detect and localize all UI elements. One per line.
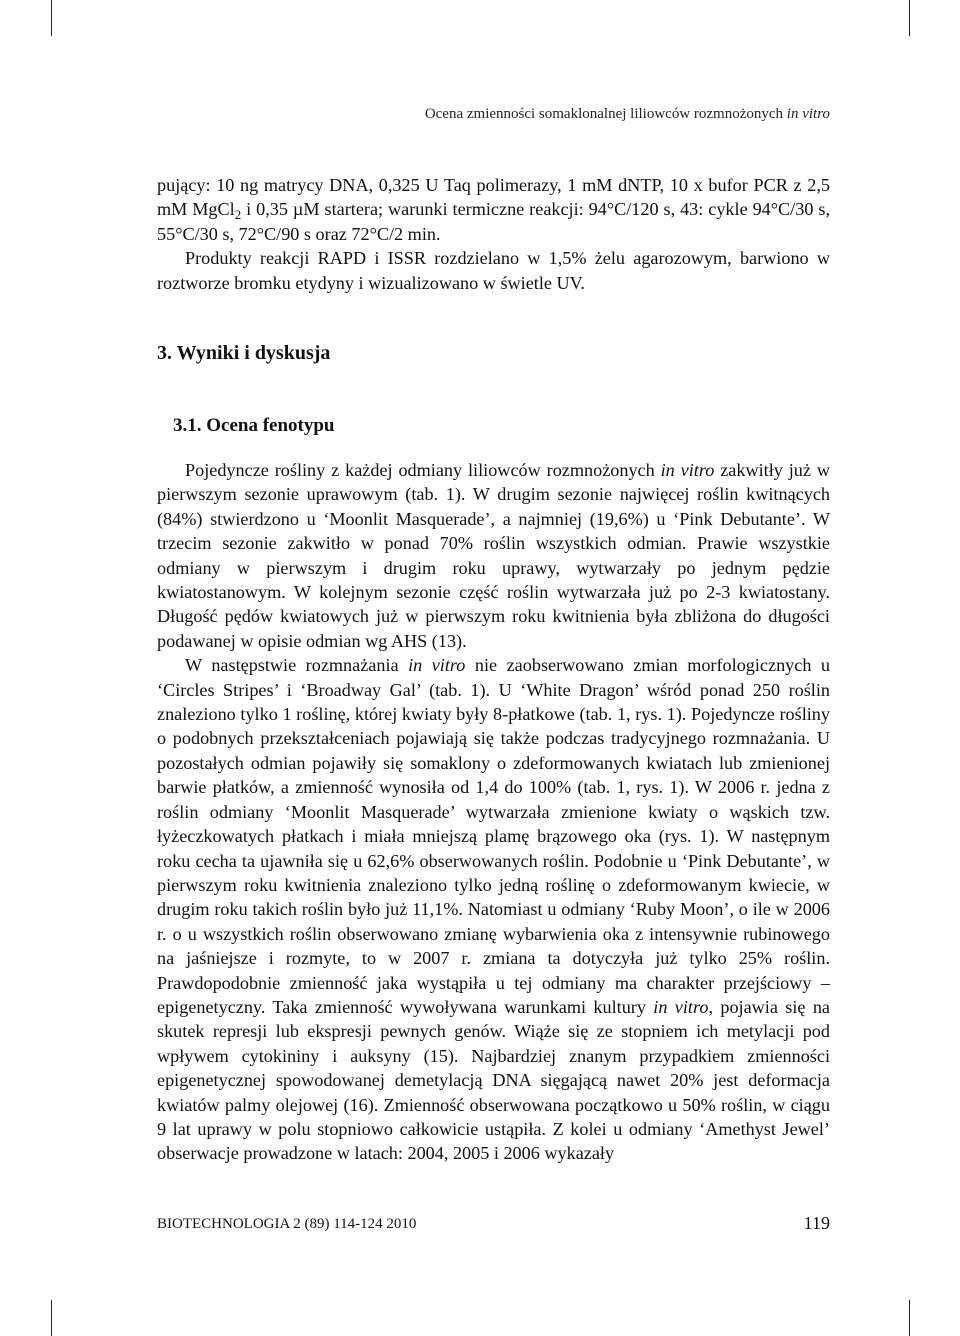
running-title-italic: in vitro — [786, 106, 830, 122]
running-title — [425, 106, 830, 123]
crop-mark — [51, 1300, 52, 1336]
paragraph-text: W następstwie rozmnażania — [185, 655, 409, 676]
page-number: 119 — [803, 1213, 830, 1233]
journal-footer: BIOTECHNOLOGIA 2 (89) 114-124 2010 — [157, 1216, 417, 1232]
paragraph-text: Pojedyncze rośliny z każdej odmiany liliowców rozmnożonych — [185, 460, 661, 480]
intro-block — [157, 173, 830, 295]
section-title: 3. Wyniki i dyskusja — [157, 342, 331, 364]
paragraph-phenotype — [157, 458, 830, 653]
intro-line2-rest: i 0,35 µM startera; warunki termiczne reakcji: 94°C/120 s, 43: cykle 94°C/30 s, 55°C/30 s, 72°C/90 s oraz 72°C/2 min. — [157, 199, 830, 244]
crop-mark — [51, 0, 52, 36]
intro-line1: pujący: 10 ng matrycy DNA, 0,325 U Taq polimerazy, 1 mM dNTP, 10 x bufor PCR — [157, 175, 788, 195]
subscript: 2 — [234, 207, 242, 223]
italic-term: in vitro — [660, 460, 715, 480]
crop-mark — [909, 0, 910, 36]
results-block — [157, 458, 830, 1166]
paragraph-variability — [157, 653, 830, 1166]
intro-line2-start: z 2,5 mM MgCl — [157, 175, 830, 220]
paragraph-text: nie zaobserwowano zmian morfologicznych u ‘Circles Stripes’ i ‘Broadway Gal’ (tab. 1). U ‘White Dragon’ wśród ponad 250 roślin znaleziono tylko 1 roślinę, której kwiaty były 8-płatkowe (tab. 1, rys. 1). Pojedyncze rośliny o podobnych przekształceniach pojawiają się także podczas tradycyjnego rozmnażania. U pozostałych odmian pojawiły się somaklony o zdeformowanych kwiatach lub zmienionej barwie płatków, a zmienność wynosiła od 1,4 do 100% (tab. 1, rys. 1). W 2006 r. jedna z roślin odmiany ‘Moonlit Masquerade’ wytwarzała zmienione kwiaty o wąskich tzw. łyżeczkowatych płatkach i miała mniejszą plamę brązowego oka (rys. 1). W następnym roku cecha ta ujawniła się u 62,6% obserwowanych roślin. Podobnie u ‘Pink Debutante’, w pierwszym roku kwitnienia znaleziono tylko jedną roślinę o zdeformowanym kwiecie, w drugim roku takich roślin było już 11,1%. Natomiast u odmiany ‘Ruby Moon’, o ile w 2006 r. o u wszystkich roślin obserwowano zmianę wybarwienia oka z intensywnie rubinowego na jaśniejsze i rozmyte, to w 2007 r. zmiana ta dotyczyła już tylko 25% roślin. Prawdopodobnie zmienność jaka wystąpiła u tej odmiany ma charakter przejściowy – epigenetyczny. Taka zmienność wywoływana warunkami kultury — [157, 655, 831, 1017]
subsection-title: 3.1. Ocena fenotypu — [173, 415, 335, 436]
paragraph-text: zakwitły już w pierwszym sezonie uprawowym (tab. 1). W drugim sezonie najwięcej roślin kwitnących (84%) stwierdzono u ‘Moonlit Masquerade’, a najmniej (19,6%) u ‘Pink Debutante’. W trzecim sezonie zakwitło w ponad 70% roślin wszystkich odmian. Prawie wszystkie odmiany w pierwszym i drugim roku uprawy, wytwarzały po jednym pędzie kwiatostanowym. W kolejnym sezonie część roślin wytwarzała już po 2-3 kwiatostany. Długość pędów kwiatowych już w pierwszym roku kwitnienia była zbliżona do długości podawanej w opisie odmian wg AHS (13). — [157, 460, 830, 651]
italic-term: in vitro — [653, 996, 709, 1017]
intro-paragraph-2: Produkty reakcji RAPD i ISSR rozdzielano w 1,5% żelu agarozowym, barwiono w roztworze bromku etydyny i wizualizowano w świetle UV. — [157, 248, 830, 293]
paragraph-text: , pojawia się na skutek represji lub ekspresji pewnych genów. Wiąże się ze stopniem ich metylacji pod wpływem cytokininy i auksyny (15). Najbardziej znanym przypadkiem zmienności epigenetycznej spowodowanej demetylacją DNA sięgającą nawet 20% jest deformacja kwiatów palmy olejowej (16). Zmienność obserwowana początkowo u 50% roślin, w ciągu 9 lat uprawy w polu stopniowo całkowicie ustąpiła. Z kolei u odmiany ‘Amethyst Jewel’ obserwacje prowadzone w latach: 2004, 2005 i 2006 wykazały — [157, 996, 830, 1164]
intro-paragraph — [157, 173, 830, 246]
running-title-text: Ocena zmienności somaklonalnej liliowców rozmnożonych — [424, 106, 787, 122]
italic-term: in vitro — [408, 655, 466, 676]
crop-mark — [909, 1300, 910, 1336]
